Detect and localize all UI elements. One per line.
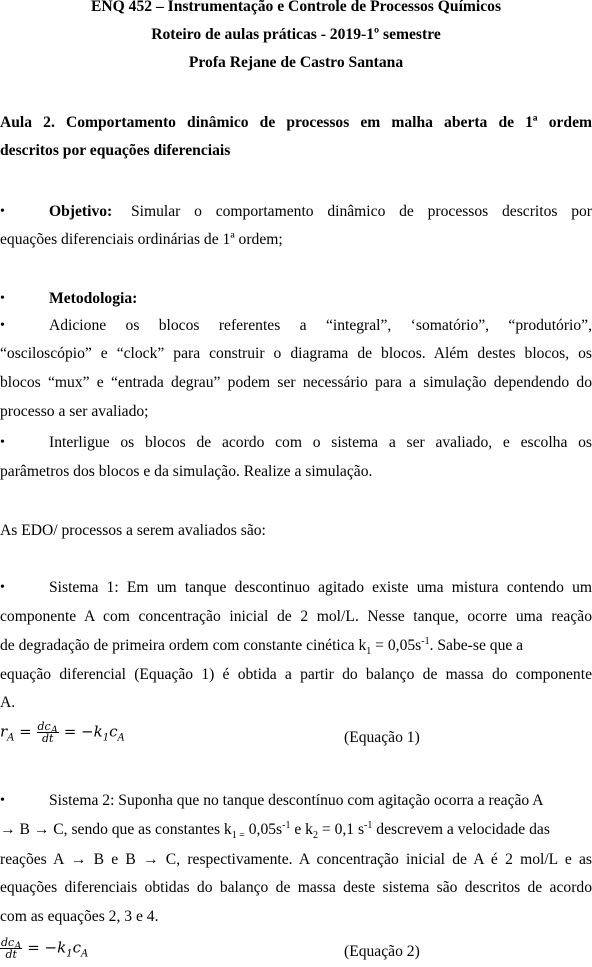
bullet-icon: • — [0, 793, 5, 808]
sistema1-line3 — [0, 636, 592, 656]
sistema2-line5: com as equações 2, 3 e 4. — [0, 908, 159, 925]
doc-header-course: ENQ 452 – Instrumentação e Controle de Processos Químicos — [90, 0, 502, 15]
sistema2-line1: Sistema 2: Suponha que no tanque descontínuo com agitação ocorra a reação A — [49, 792, 544, 809]
sistema1-line2: componente A com concentração inicial de 2 mol/L. Nesse tanque, ocorre uma reação — [0, 608, 592, 625]
bullet-icon: • — [0, 204, 5, 219]
sistema2-line2: → B → C, sendo que as constantes $k_{1 =}$ $0,05s^{-1}$ e $k_2 = 0,1$ $s^{-1}$ descrevem a velocidade das — [0, 819, 550, 842]
metodologia-item1-line3: blocos “mux” e “entrada degrau” podem ser necessário para a simulação dependendo do — [0, 374, 592, 391]
bullet-icon: • — [0, 291, 5, 306]
bullet-icon: • — [0, 435, 5, 450]
aula-title-line1: Aula 2. Comportamento dinâmico de processos em malha aberta de 1ª ordem — [0, 114, 592, 131]
sistema1-line5: A. — [0, 694, 16, 711]
equation-2: $\frac{dc_A}{dt}$ = $-k_1c_A$ — [1, 936, 89, 961]
sistema1-line3-text: de degradação de primeira ordem com constante cinética $k_1 = 0,05s^{-1}$. Sabe-se que a — [0, 635, 524, 658]
equation-1-label: (Equação 1) — [344, 729, 420, 746]
metodologia-item1-line4: processo a ser avaliado; — [0, 403, 149, 420]
metodologia-item1-line1: Adicione os blocos referentes a “integral”, ‘somatório”, “produtório”, — [49, 317, 592, 334]
equation-2-label: (Equação 2) — [344, 943, 420, 960]
sistema2-line4: equações diferenciais obtidas do balanço de massa deste sistema são descritos de acordo — [0, 879, 592, 896]
edo-intro: As EDO/ processos a serem avaliados são: — [0, 522, 266, 539]
objetivo-text-line1: Simular o comportamento dinâmico de processos descritos por — [131, 203, 592, 220]
sistema1-line4: equação diferencial (Equação 1) é obtida a partir do balanço de massa do componente — [0, 666, 592, 683]
equation-1: $r_A$ = $\frac{dc_A}{dt}$ = $-k_1c_A$ — [0, 720, 125, 745]
bullet-icon: • — [0, 580, 5, 595]
doc-header-roteiro: Roteiro de aulas práticas - 2019-1º semestre — [151, 26, 441, 43]
metodologia-item2-line2: parâmetros dos blocos e da simulação. Realize a simulação. — [0, 463, 373, 480]
objetivo-label: Objetivo: — [49, 203, 113, 220]
aula-title-line2: descritos por equações diferenciais — [0, 142, 231, 159]
metodologia-item2-line1: Interligue os blocos de acordo com o sistema a ser avaliado, e escolha os — [49, 434, 592, 451]
sistema1-line1: Sistema 1: Em um tanque descontinuo agitado existe uma mistura contendo um — [49, 579, 592, 596]
sistema2-line3: reações A → B e B → C, respectivamente. A concentração inicial de A é 2 mol/L e as — [0, 851, 592, 868]
metodologia-item1-line2: “osciloscópio” e “clock” para construir o diagrama de blocos. Além destes blocos, os — [0, 345, 592, 362]
bullet-icon: • — [0, 318, 5, 333]
metodologia-label: Metodologia: — [49, 290, 138, 307]
objetivo-text-line2: equações diferenciais ordinárias de 1ª ordem; — [0, 231, 283, 248]
doc-header-professor: Profa Rejane de Castro Santana — [188, 54, 404, 71]
